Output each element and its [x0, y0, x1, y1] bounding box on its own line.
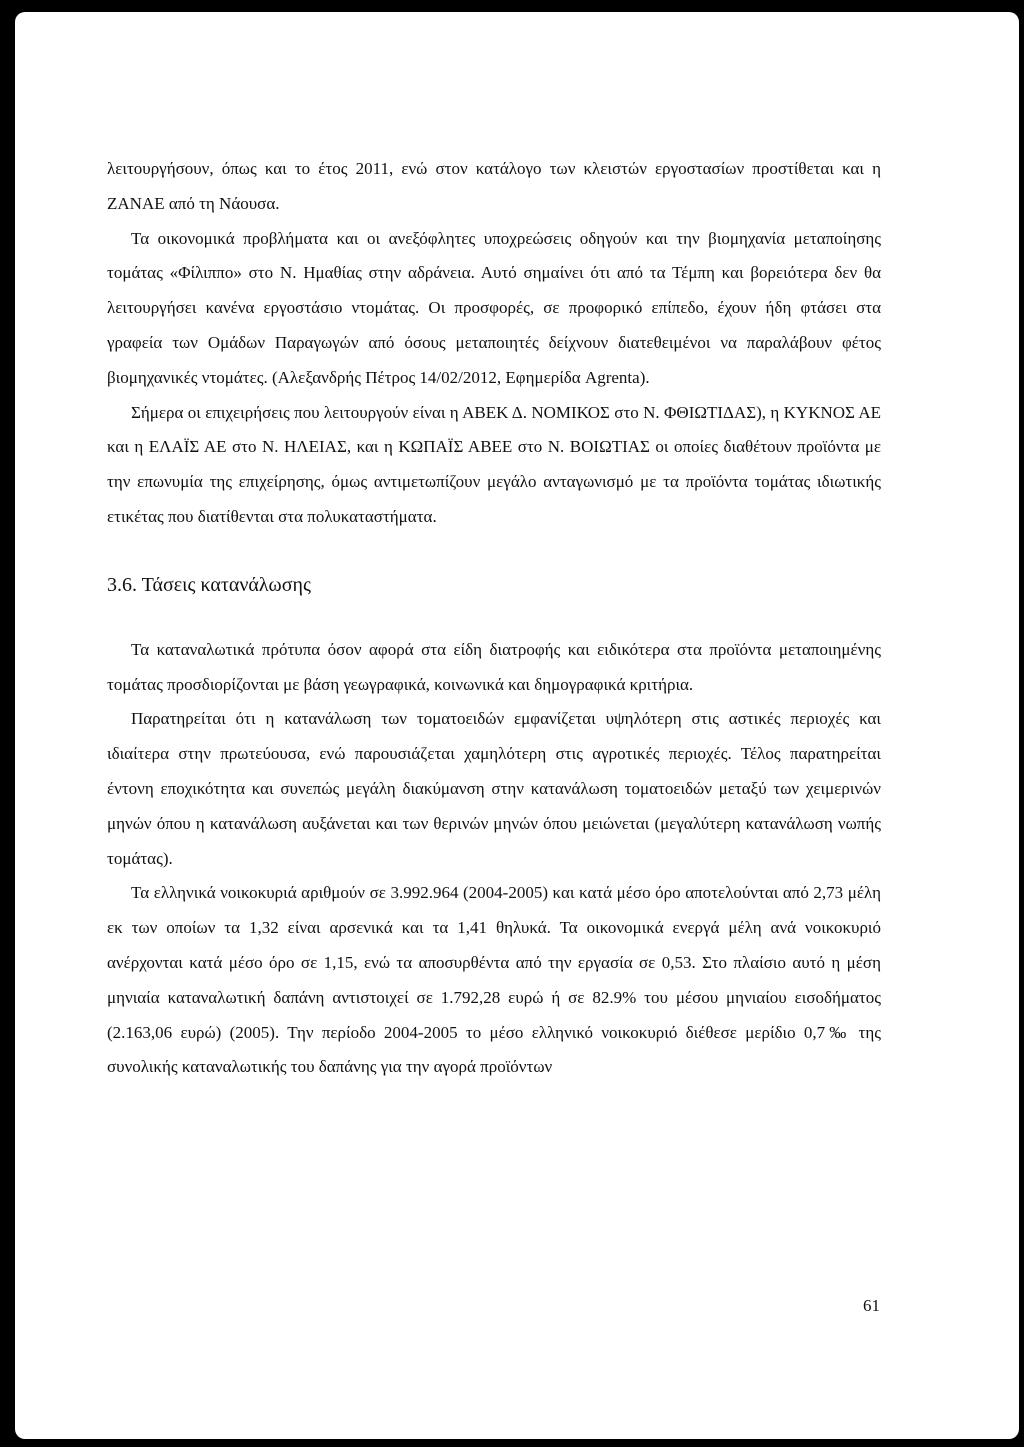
page-number: 61	[863, 1296, 880, 1315]
paragraph-processing-problems: Τα οικονομικά προβλήματα και οι ανεξόφλητες υποχρεώσεις οδηγούν και την βιομηχανία μεταποίησης τομάτας «Φίλιππο» στο Ν. Ημαθίας στην αδράνεια. Αυτό σημαίνει ότι από τα Τέμπη και βορειότερα δεν θα λειτουργήσει κανένα εργοστάσιο ντομάτας. Οι προσφορές, σε προφορικό επίπεδο, έχουν ήδη φτάσει στα γραφεία των Ομάδων Παραγωγών από όσους μεταποιητές δείχνουν διατεθειμένοι να παραλάβουν φέτος βιομηχανικές ντομάτες. (Αλεξανδρής Πέτρος 14/02/2012, Εφημερίδα Agrenta).	[107, 228, 881, 387]
document-page	[15, 12, 1019, 1439]
paragraph-operating-companies: Σήμερα οι επιχειρήσεις που λειτουργούν είναι η ΑΒΕΚ Δ. ΝΟΜΙΚΟΣ στο Ν. ΦΘΙΩΤΙΔΑΣ), η ΚΥΚΝΟΣ ΑΕ και η ΕΛΑΪΣ ΑΕ στο Ν. ΗΛΕΙΑΣ, και η ΚΩΠΑΪΣ ΑΒΕΕ στο Ν. ΒΟΙΩΤΙΑΣ οι οποίες διαθέτουν προϊόντα με την επωνυμία της επιχείρησης, όμως αντιμετωπίζουν μεγάλο ανταγωνισμό με τα προϊόντα τομάτας ιδιωτικής ετικέτας που διατίθενται στα πολυκαταστήματα.	[107, 402, 881, 526]
paragraph-household-statistics: Τα ελληνικά νοικοκυριά αριθμούν σε 3.992.964 (2004-2005) και κατά μέσο όρο αποτελούνται από 2,73 μέλη εκ των οποίων τα 1,32 είναι αρσενικά και τα 1,41 θηλυκά. Τα οικονομικά ενεργά μέλη ανά νοικοκυριό ανέρχονται κατά μέσο όρο σε 1,15, ενώ τα αποσυρθέντα από την εργασία σε 0,53. Στο πλαίσιο αυτό η μέση μηνιαία καταναλωτική δαπάνη αντιστοιχεί σε 1.792,28 ευρώ ή σε 82.9% του μέσου μηνιαίου εισοδήματος (2.163,06 ευρώ) (2005). Την περίοδο 2004-2005 το μέσο ελληνικό νοικοκυριό διέθεσε μερίδιο 0,7‰ της συνολικής καταναλωτικής του δαπάνης για την αγορά προϊόντων	[107, 883, 881, 1077]
section-heading: 3.6. Τάσεις κατανάλωσης	[107, 573, 311, 596]
paragraph-consumption-observations: Παρατηρείται ότι η κατανάλωση των τοματοειδών εμφανίζεται υψηλότερη στις αστικές περιοχές και ιδιαίτερα στην πρωτεύουσα, ενώ παρουσιάζεται χαμηλότερη στις αγροτικές περιοχές. Τέλος παρατηρείται έντονη εποχικότητα και συνεπώς μεγάλη διακύμανση στην κατανάλωση τοματοειδών μεταξύ των χειμερινών μηνών όπου η κατανάλωση αυξάνεται και των θερινών μηνών όπου μειώνεται (μεγαλύτερη κατανάλωση νωπής τομάτας).	[107, 709, 881, 868]
paragraph-consumer-patterns: Τα καταναλωτικά πρότυπα όσον αφορά στα είδη διατροφής και ειδικότερα στα προϊόντα μεταποιημένης τομάτας προσδιορίζονται με βάση γεωγραφικά, κοινωνικά και δημογραφικά κριτήρια.	[107, 639, 881, 694]
paragraph-continuation: λειτουργήσουν, όπως και το έτος 2011, ενώ στον κατάλογο των κλειστών εργοστασίων προστίθεται και η ΖΑΝΑΕ από τη Νάουσα.	[107, 159, 881, 213]
page-body	[107, 152, 881, 1085]
